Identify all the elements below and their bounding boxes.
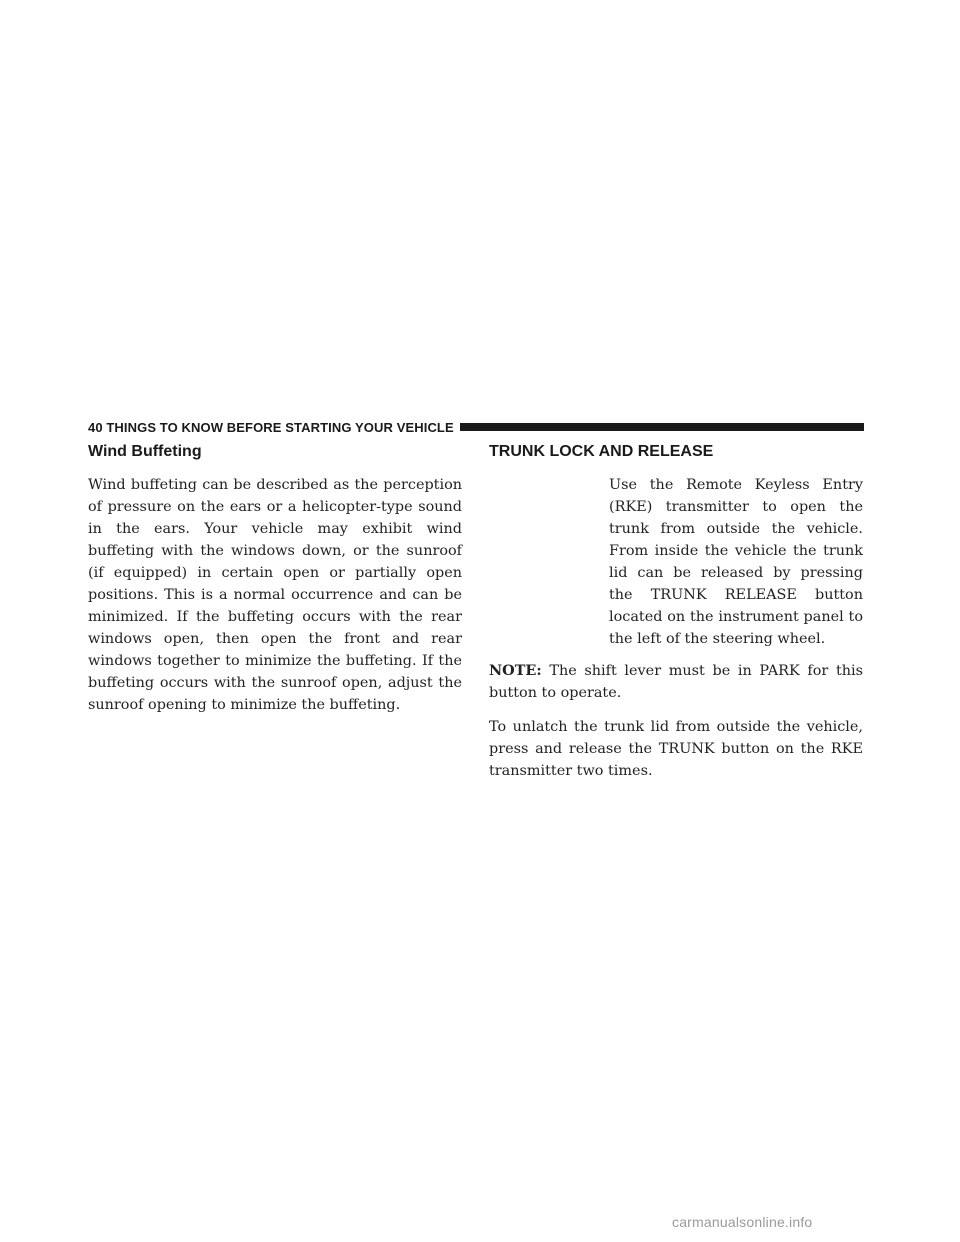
left-column <box>88 442 462 728</box>
note-label: NOTE: <box>489 662 542 679</box>
trunk-lock-heading: TRUNK LOCK AND RELEASE <box>489 443 714 460</box>
wind-buffeting-paragraph: Wind buffeting can be described as the perception of pressure on the ears or a helicopter-type sound in the ears. Your vehicle may exhibit wind buffeting with the windows down, or the sunroof (if equipped) in certain open or partially open positions. This is a normal occurrence and can be minimized. If the buffeting occurs with the rear windows open, then open the front and rear windows together to minimize the buffeting. If the buffeting occurs with the sunroof open, adjust the sunroof opening to minimize the buffeting. <box>88 477 462 713</box>
note-paragraph <box>489 660 863 704</box>
watermark: carmanualsonline.info <box>672 1214 813 1230</box>
note-text: The shift lever must be in PARK for this button to operate. <box>489 663 863 701</box>
header-title: 40 THINGS TO KNOW BEFORE STARTING YOUR VEHICLE <box>88 419 454 435</box>
unlatch-paragraph: To unlatch the trunk lid from outside the vehicle, press and release the TRUNK button on the RKE transmitter two times. <box>489 719 863 779</box>
right-column <box>489 442 863 794</box>
header-rule <box>460 423 864 431</box>
wind-buffeting-heading: Wind Buffeting <box>88 443 202 460</box>
page-header <box>88 418 864 436</box>
trunk-intro-paragraph: Use the Remote Keyless Entry (RKE) transmitter to open the trunk from outside the vehicle. From inside the vehicle the trunk lid can be released by pressing the TRUNK RELEASE button located on the instrument panel to the left of the steering wheel. <box>609 477 863 647</box>
